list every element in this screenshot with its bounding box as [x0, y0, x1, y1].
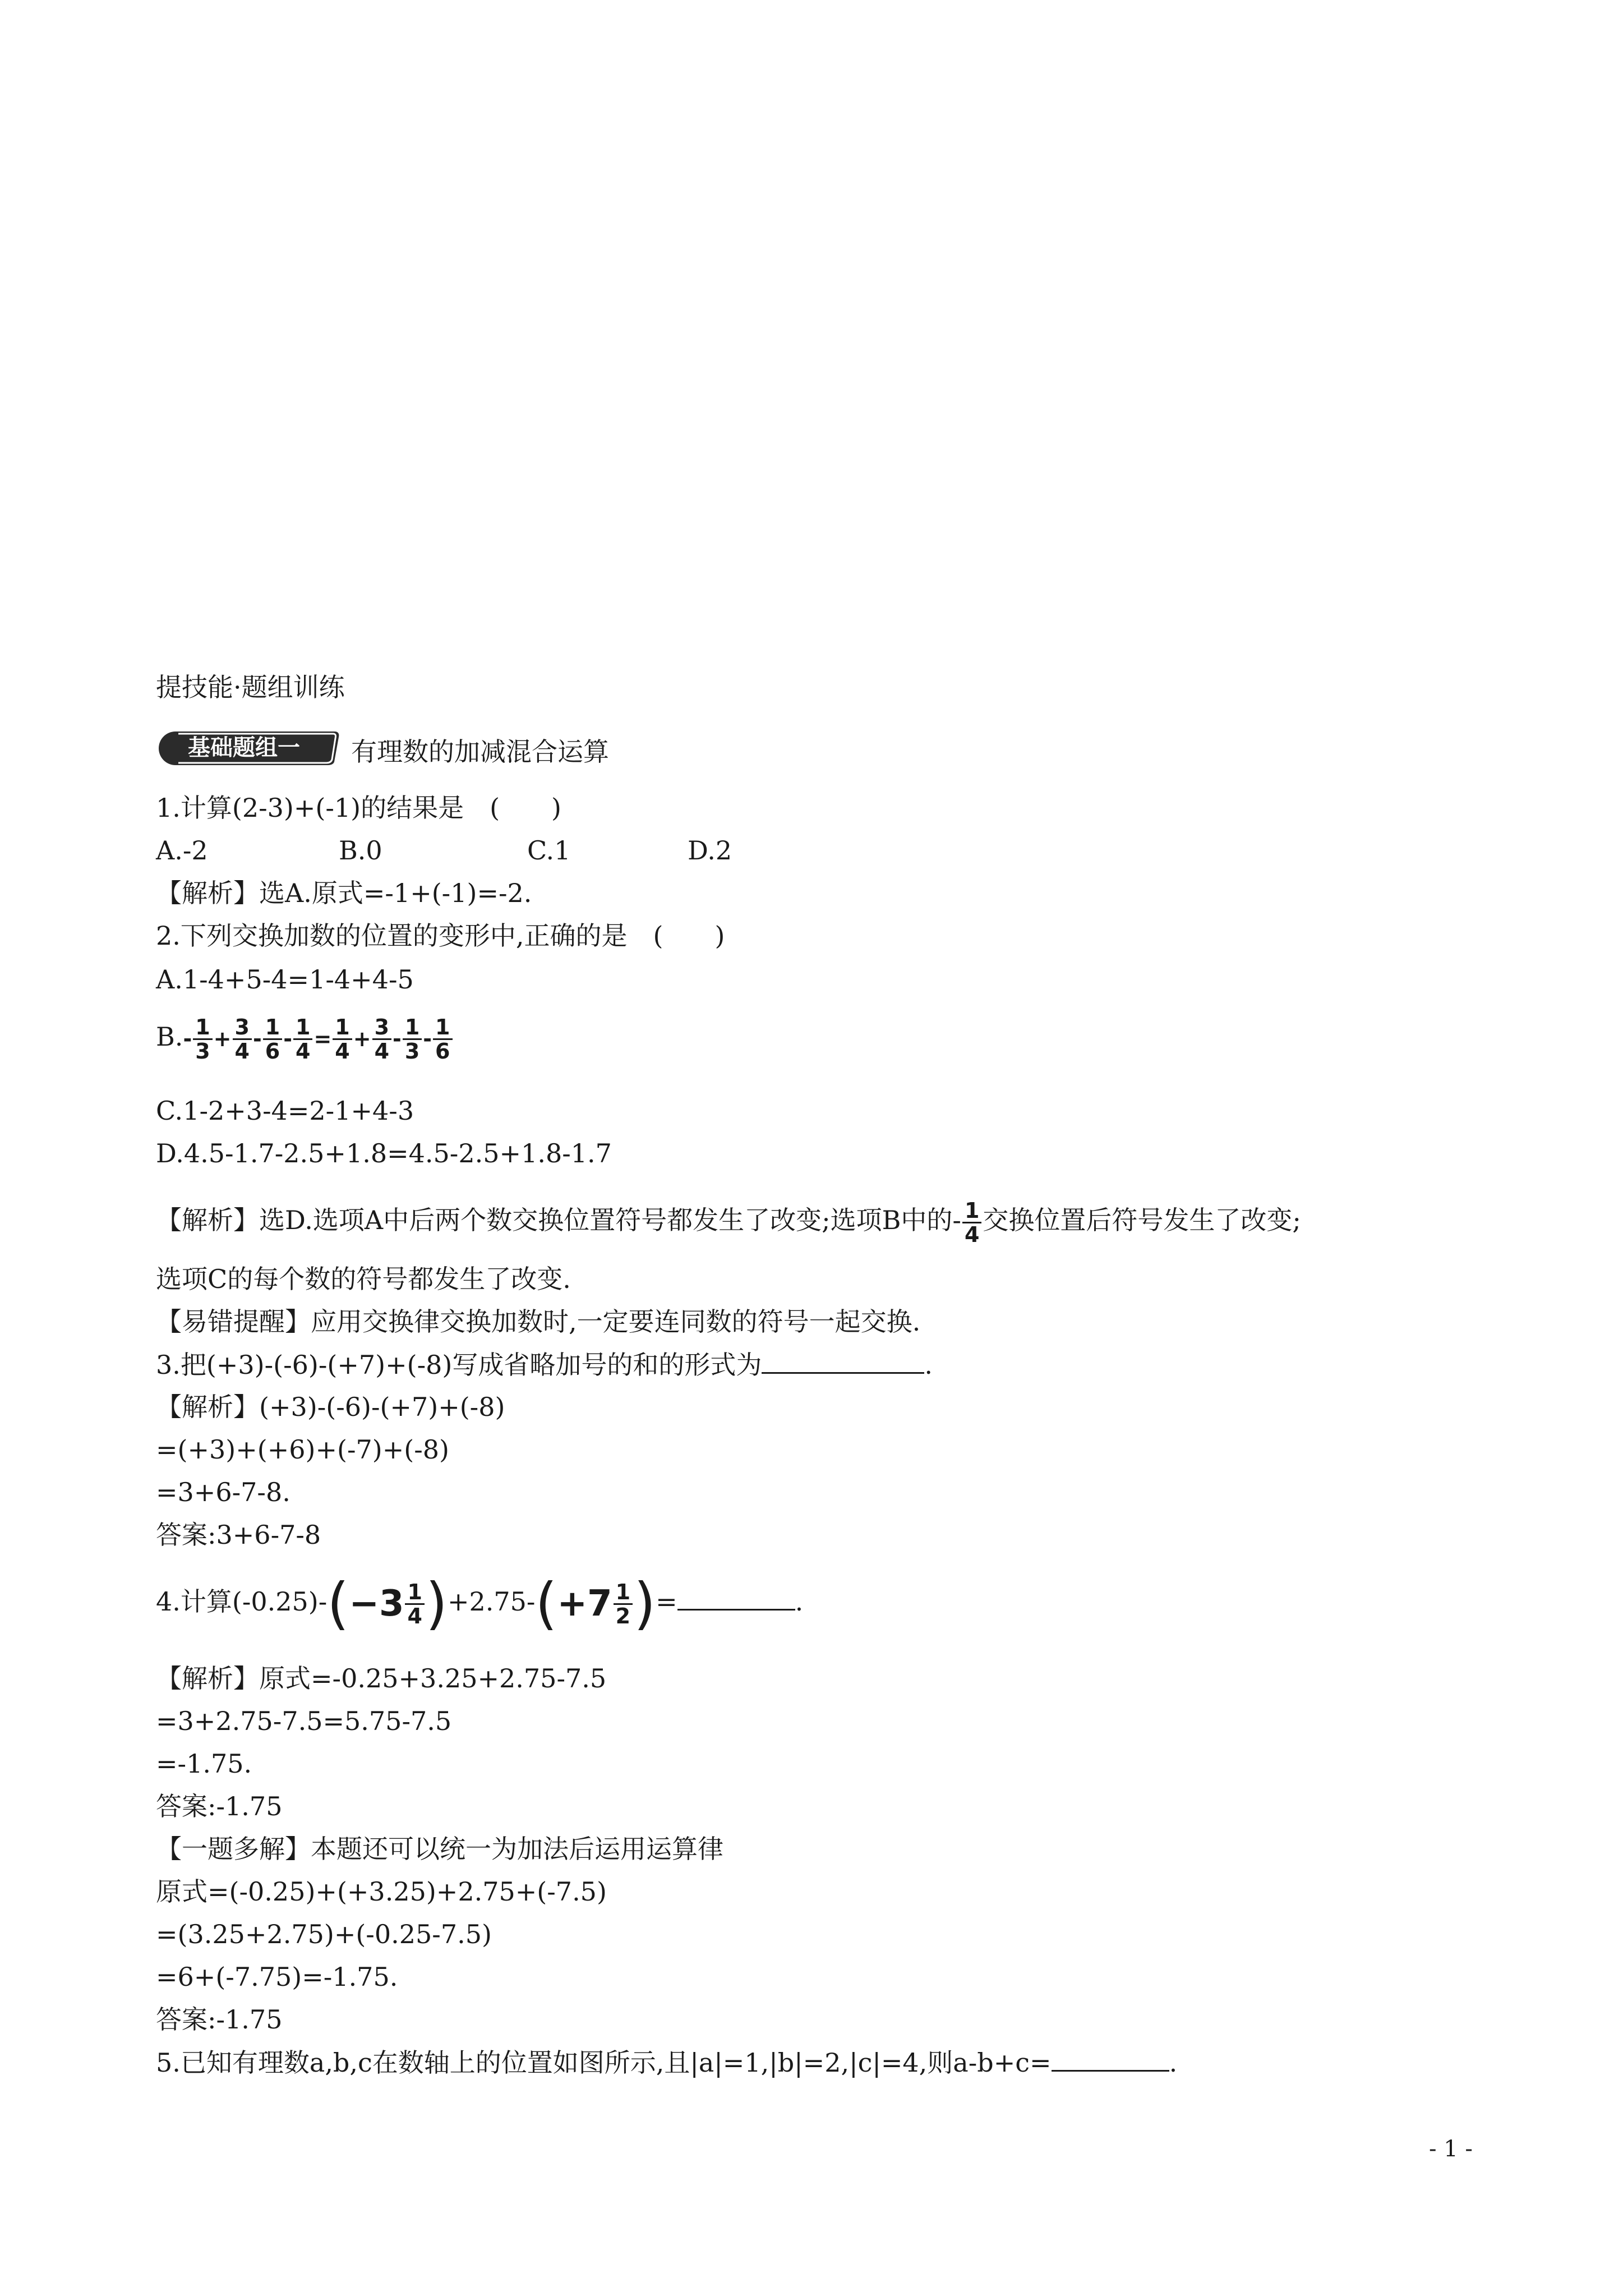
q4-multi-step1: 原式=(-0.25)+(+3.25)+2.75+(-7.5): [156, 1876, 607, 1907]
q4-answer-2: 答案:-1.75: [156, 2004, 283, 2035]
q3-answer-blank[interactable]: [762, 1347, 924, 1374]
q2-option-b-fraction: $\frac{3}{4}$: [233, 1016, 252, 1062]
q2-option-d: D.4.5-1.7-2.5+1.8=4.5-2.5+1.8-1.7: [156, 1138, 612, 1168]
q2-option-b-fraction: $\frac{1}{3}$: [403, 1016, 422, 1062]
right-paren-icon: ): [425, 1571, 448, 1636]
q5-answer-blank[interactable]: [1052, 2045, 1169, 2072]
q5-stem-text: 5.已知有理数a,b,c在数轴上的位置如图所示,且|a|=1,|b|=2,|c|=4,则a-b+c=: [156, 2047, 1052, 2078]
q2-stem: 2.下列交换加数的位置的变形中,正确的是 ( ): [156, 921, 725, 951]
q4-fraction-1: $\frac{1}{4}$: [405, 1581, 424, 1627]
q3-step2: =3+6-7-8.: [156, 1477, 291, 1507]
q2-option-b-operator: -: [252, 1027, 262, 1051]
q1-option-a: A.-2: [156, 835, 208, 866]
q1-option-d: D.2: [688, 835, 732, 866]
q4-fraction-2: $\frac{1}{2}$: [614, 1581, 633, 1627]
q4-multi-step3: =6+(-7.75)=-1.75.: [156, 1962, 398, 1992]
q2-option-b-operator: =: [313, 1027, 332, 1051]
q4-stem: 4.计算(-0.25)-(−3 $\frac{1}{4}$ )+2.75-(+7 $\frac{1}{2}$ )= .: [156, 1571, 804, 1636]
q3-analysis: 【解析】(+3)-(-6)-(+7)+(-8): [156, 1392, 505, 1422]
q4-multi-step2: =(3.25+2.75)+(-0.25-7.5): [156, 1919, 492, 1949]
q2-analysis-text-a: 【解析】选D.选项A中后两个数交换位置符号都发生了改变;选项B中的-: [156, 1205, 961, 1235]
q2-option-c: C.1-2+3-4=2-1+4-3: [156, 1096, 414, 1126]
q1-option-c: C.1: [527, 835, 571, 866]
q2-option-b-prefix: B.: [156, 1022, 183, 1052]
q4-answer-blank[interactable]: [677, 1584, 795, 1611]
q4-analysis: 【解析】原式=-0.25+3.25+2.75-7.5: [156, 1663, 607, 1694]
q2-option-b-operator: -: [393, 1027, 402, 1051]
badge-topic: 有理数的加减混合运算: [351, 737, 609, 767]
q3-answer: 答案:3+6-7-8: [156, 1520, 321, 1550]
q3-step1: =(+3)+(+6)+(-7)+(-8): [156, 1434, 449, 1465]
q1-option-b: B.0: [339, 835, 382, 866]
left-paren-icon: (: [327, 1571, 349, 1636]
q2-option-b-fraction: $\frac{3}{4}$: [372, 1016, 391, 1062]
q2-tip: 【易错提醒】应用交换律交换加数时,一定要连同数的符号一起交换.: [156, 1306, 921, 1337]
q4-step2: =-1.75.: [156, 1749, 252, 1779]
left-paren-icon: (: [535, 1571, 557, 1636]
q2-option-b-expression: [183, 1014, 453, 1064]
q1-stem: 1.计算(2-3)+(-1)的结果是 ( ): [156, 793, 561, 823]
q2-analysis-fraction: $\frac{1}{4}$: [962, 1199, 981, 1246]
q3-stem-text: 3.把(+3)-(-6)-(+7)+(-8)写成省略加号的和的形式为: [156, 1350, 762, 1380]
q4-answer: 答案:-1.75: [156, 1791, 283, 1821]
page-number: - 1 -: [1429, 2136, 1473, 2162]
q2-option-b-fraction: $\frac{1}{6}$: [263, 1016, 282, 1062]
q2-option-b-fraction: $\frac{1}{3}$: [193, 1016, 212, 1062]
q2-analysis-line2: 选项C的每个数的符号都发生了改变.: [156, 1264, 571, 1294]
section-title: 提技能·题组训练: [156, 672, 345, 702]
q2-option-b-operator: -: [423, 1027, 432, 1051]
badge-label: 基础题组一: [188, 735, 300, 761]
q4-multi-solution: 【一题多解】本题还可以统一为加法后运用运算律: [156, 1834, 723, 1864]
q1-analysis: 【解析】选A.原式=-1+(-1)=-2.: [156, 878, 532, 908]
q2-option-b: [156, 1009, 454, 1067]
q2-analysis-text-b: 交换位置后符号发生了改变;: [983, 1205, 1301, 1235]
q2-option-a: A.1-4+5-4=1-4+4-5: [156, 964, 414, 995]
q2-option-b-operator: +: [213, 1027, 232, 1051]
right-paren-icon: ): [634, 1571, 656, 1636]
q2-option-b-fraction: $\frac{1}{4}$: [293, 1016, 312, 1062]
q5-stem: 5.已知有理数a,b,c在数轴上的位置如图所示,且|a|=1,|b|=2,|c|=4,则a-b+c= .: [156, 2045, 1177, 2079]
q2-analysis-line1: [156, 1189, 1301, 1251]
q2-option-b-operator: -: [283, 1027, 292, 1051]
q2-option-b-operator: +: [353, 1027, 371, 1051]
q2-option-b-fraction: $\frac{1}{4}$: [333, 1016, 352, 1062]
q3-stem: 3.把(+3)-(-6)-(+7)+(-8)写成省略加号的和的形式为 .: [156, 1347, 933, 1382]
q4-step1: =3+2.75-7.5=5.75-7.5: [156, 1706, 452, 1736]
q2-option-b-fraction: $\frac{1}{6}$: [433, 1016, 452, 1062]
q2-option-b-operator: -: [183, 1027, 192, 1051]
